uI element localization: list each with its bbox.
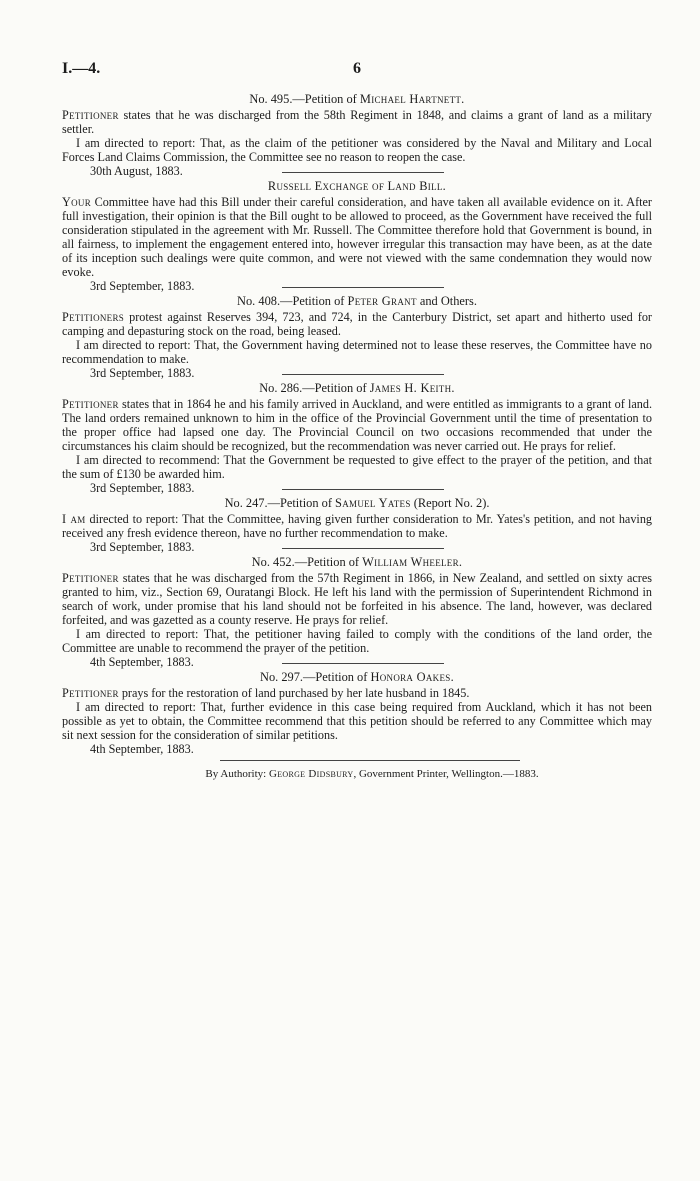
committee-report: I am directed to report: That the Committee, having given further consideration to Mr. Yates's petition, and not having received any fresh evidence thereon, have no further recommendation to make. xyxy=(62,512,653,540)
section-divider xyxy=(282,548,444,549)
report-date: 30th August, 1883. xyxy=(90,164,183,178)
petition-statement: Petitioner states that in 1864 he and his family arrived in Auckland, and were entitled as immigrants to a grant of land. The land orders remained unknown to him in the office of the Provincial Government until the time of presentation to the proper office had lapsed one day. The Provincial Council on two occasions recommended that under the circumstances his claim should be recognized, but the recommendation was never carried out. He prays for relief. xyxy=(62,397,652,453)
section-divider xyxy=(282,172,444,173)
page-number: 6 xyxy=(353,60,361,77)
section-title: No. 408.—Petition of Peter Grant and Others. xyxy=(237,294,477,308)
committee-report: I am directed to report: That, as the claim of the petitioner was considered by the Naval and Military and Local Forces Land Claims Commission, the Committee see no reason to reopen the case. xyxy=(62,136,652,164)
page-header xyxy=(62,60,650,80)
report-date: 3rd September, 1883. xyxy=(90,481,195,495)
petitioner-name: James H. Keith. xyxy=(369,381,455,395)
petition-statement: Petitioner states that he was discharged from the 58th Regiment in 1848, and claims a grant of land as a military settler. xyxy=(62,108,652,136)
report-date: 4th September, 1883. xyxy=(90,655,194,669)
section-title: No. 452.—Petition of William Wheeler. xyxy=(251,555,463,569)
petitioner-name: Peter Grant xyxy=(347,294,417,308)
printer-name: George Didsbury xyxy=(268,768,354,780)
committee-report: I am directed to report: That, the petitioner having failed to comply with the conditions of the land order, the Committee are unable to recommend the prayer of the petition. xyxy=(62,627,652,655)
report-body xyxy=(62,92,652,781)
footer-divider xyxy=(220,760,520,761)
petition-statement: Petitioner states that he was discharged from the 57th Regiment in 1866, in New Zealand, and settled on sixty acres granted to him, viz., Section 69, Ouratangi Block. He left his land with the permission of Superintendent Richmond in search of work, under promise that his land should not be forfeited in his absence. The land, however, was declared forfeited, and was gazetted as a county reserve. He prays for relief. xyxy=(62,571,652,627)
committee-statement: Your Committee have had this Bill under their careful consideration, and have taken all available evidence on it. After full investigation, their opinion is that the Bill ought to be allowed to proceed, as the Government have received the full consideration stipulated in the agreement with Mr. Russell. The Committee therefore hold that Government is bound, in all fairness, to implement the engagement entered into, however irregular this transaction may have been, as at the date of its inception such dealings were quite common, and were not viewed with the same condemnation they would now evoke. xyxy=(62,195,652,279)
section-title xyxy=(62,179,652,194)
document-code: I.—4. xyxy=(62,60,101,77)
section-title: No. 495.—Petition of Michael Hartnett. xyxy=(249,92,465,106)
committee-report: I am directed to report: That, further evidence in this case being required from Auckland, which it has not been possible as yet to obtain, the Committee recommend that this petition should be referred to any Committee which may sit next session for the consideration of similar petitions. xyxy=(62,700,652,742)
russell-exchange-section xyxy=(62,179,652,293)
petition-297-section xyxy=(62,670,652,756)
printer-imprint: By Authority: George Didsbury, Government Printer, Wellington.—1883. xyxy=(205,768,539,780)
section-title: No. 297.—Petition of Honora Oakes. xyxy=(260,670,454,684)
petition-statement: Petitioner prays for the restoration of land purchased by her late husband in 1845. xyxy=(62,686,470,700)
committee-report: I am directed to recommend: That the Government be requested to give effect to the prayer of the petition, and that the sum of £130 be awarded him. xyxy=(62,453,652,481)
petition-statement: Petitioners protest against Reserves 394, 723, and 724, in the Canterbury District, set apart and hitherto used for camping and depasturing stock on the road, being leased. xyxy=(62,310,652,338)
section-divider xyxy=(282,663,444,664)
petitioner-name: Samuel Yates xyxy=(335,496,411,510)
petition-286-section xyxy=(62,381,652,495)
bill-name: Russell Exchange of Land Bill. xyxy=(267,179,447,193)
petition-495-section xyxy=(62,92,652,178)
section-divider xyxy=(282,287,444,288)
section-title: No. 247.—Petition of Samuel Yates (Report No. 2). xyxy=(224,496,490,510)
section-divider xyxy=(282,374,444,375)
petition-452-section xyxy=(62,555,652,669)
section-title: No. 286.—Petition of James H. Keith. xyxy=(259,381,455,395)
petitioner-name: Michael Hartnett. xyxy=(359,92,465,106)
report-date: 3rd September, 1883. xyxy=(90,366,195,380)
report-date: 3rd September, 1883. xyxy=(90,279,195,293)
petitioner-name: William Wheeler. xyxy=(362,555,463,569)
petition-408-section xyxy=(62,294,652,380)
report-date: 4th September, 1883. xyxy=(90,742,194,756)
committee-report: I am directed to report: That, the Government having determined not to lease these reserves, the Committee have no recommendation to make. xyxy=(62,338,652,366)
section-divider xyxy=(282,489,444,490)
petitioner-name: Honora Oakes. xyxy=(370,670,454,684)
report-date: 3rd September, 1883. xyxy=(90,540,195,554)
petition-247-section xyxy=(62,496,653,554)
